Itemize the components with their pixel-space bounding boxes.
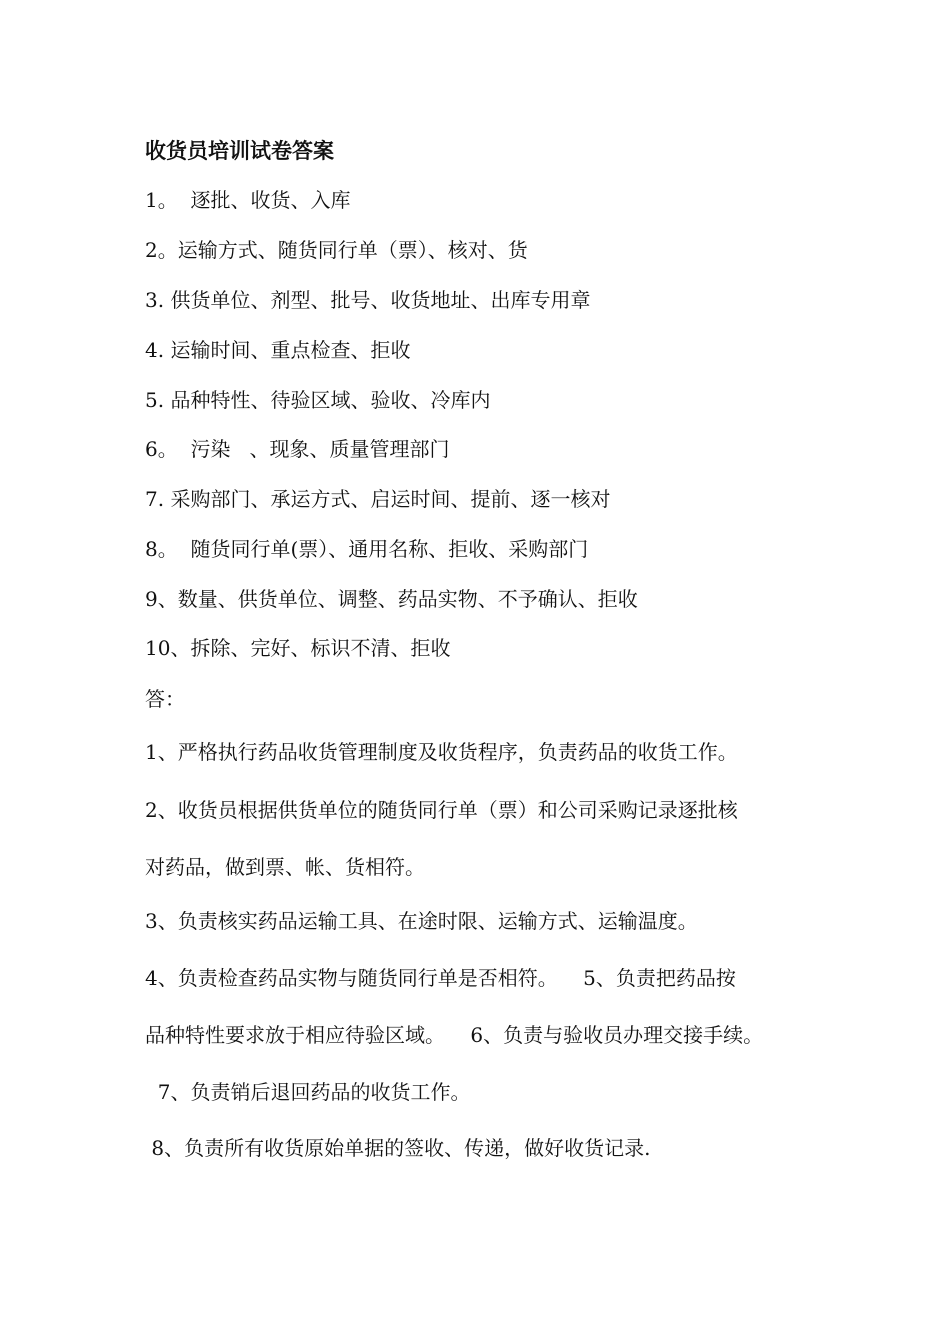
answer-line-2: 2。运输方式、随货同行单（票）、核对、货 [145,238,528,262]
duty-line-7: 7、负责销后退回药品的收货工作。 [145,1080,471,1104]
answer-heading: 答： [145,687,185,711]
answer-line-7: 7. 采购部门、承运方式、启运时间、提前、逐一核对 [145,487,611,511]
answer-line-3: 3. 供货单位、剂型、批号、收货地址、出库专用章 [145,288,591,312]
duty-line-6: 品种特性要求放于相应待验区域。 6、负责与验收员办理交接手续。 [145,1023,764,1047]
document-title: 收货员培训试卷答案 [145,138,334,163]
answer-line-4: 4. 运输时间、重点检查、拒收 [145,338,411,362]
duty-line-8: 8、负责所有收货原始单据的签收、传递，做好收货记录. [145,1136,651,1160]
answer-line-6: 6。 污染 、现象、质量管理部门 [145,437,450,461]
answer-line-9: 9、数量、供货单位、调整、药品实物、不予确认、拒收 [145,587,638,611]
duty-line-5: 4、负责检查药品实物与随货同行单是否相符。 5、负责把药品按 [145,966,736,990]
answer-line-10: 10、拆除、完好、标识不清、拒收 [145,636,451,660]
answer-line-5: 5. 品种特性、待验区域、验收、冷库内 [145,388,491,412]
duty-line-1: 1、严格执行药品收货管理制度及收货程序，负责药品的收货工作。 [145,740,738,764]
answer-line-8: 8。 随货同行单(票）、通用名称、拒收、采购部门 [145,537,589,561]
duty-line-2: 2、收货员根据供货单位的随货同行单（票）和公司采购记录逐批核 [145,798,738,822]
duty-line-4: 3、负责核实药品运输工具、在途时限、运输方式、运输温度。 [145,909,698,933]
duty-line-3: 对药品，做到票、帐、货相符。 [145,855,425,879]
answer-line-1: 1。 逐批、收货、入库 [145,188,351,212]
